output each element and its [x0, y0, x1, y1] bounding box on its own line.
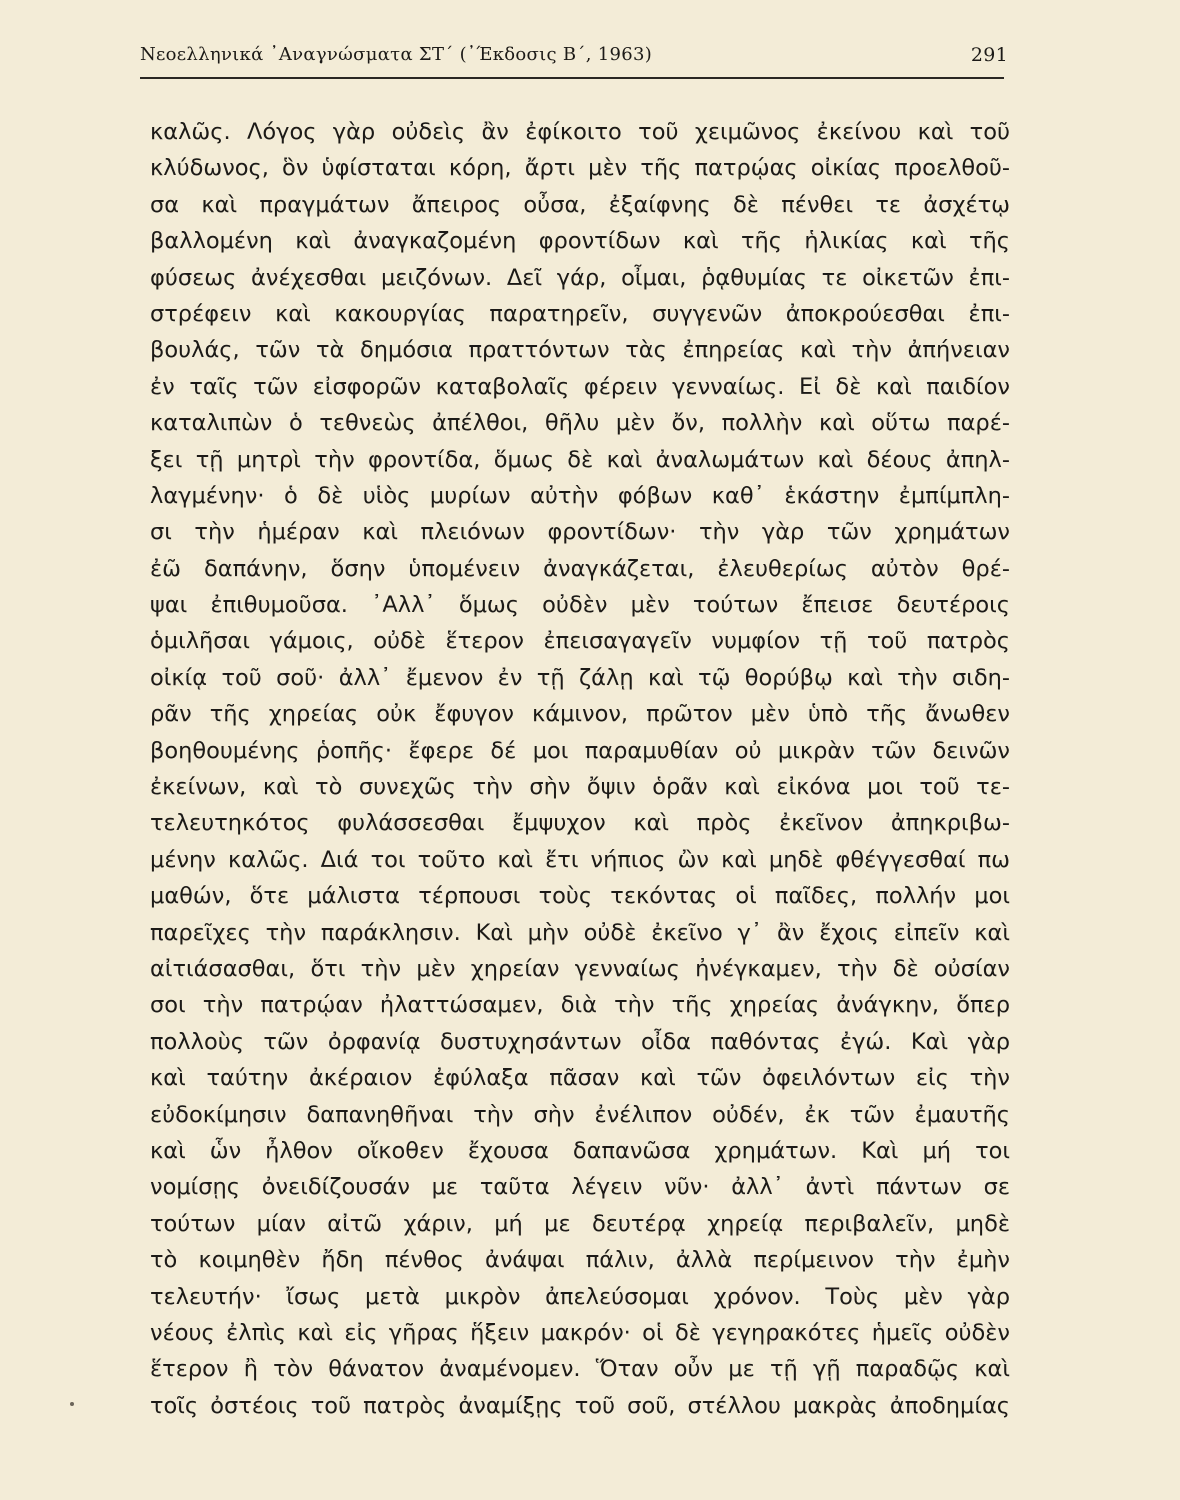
text-line: νέους ἐλπὶς καὶ εἰς γῆρας ἥξειν μακρόν· οἱ δὲ γεγηρακότες ἡμεῖς οὐδὲν — [150, 1319, 1010, 1346]
text-line: ψαι ἐπιθυμοῦσα. ᾿Αλλ᾿ ὅμως οὐδὲν μὲν τούτων ἔπεισε δευτέροις — [150, 592, 1010, 619]
text-line: σα καὶ πραγμάτων ἄπειρος οὖσα, ἐξαίφνης δὲ πένθει τε ἀσχέτῳ — [150, 191, 1010, 218]
text-line: ἐν ταῖς τῶν εἰσφορῶν καταβολαῖς φέρειν γενναίως. Εἰ δὲ καὶ παιδίον — [150, 373, 1010, 400]
header-rule — [140, 77, 1004, 79]
text-line: ἕτερον ἢ τὸν θάνατον ἀναμένομεν. Ὅταν οὖν με τῇ γῇ παραδῷς καὶ — [150, 1356, 1010, 1383]
page-number: 291 — [970, 44, 1008, 66]
text-line: εὐδοκίμησιν δαπανηθῆναι τὴν σὴν ἐνέλιπον οὐδέν, ἐκ τῶν ἐμαυτῆς — [150, 1101, 1010, 1128]
text-line: ξει τῇ μητρὶ τὴν φροντίδα, ὅμως δὲ καὶ ἀναλωμάτων καὶ δέους ἀπηλ- — [150, 446, 1010, 473]
text-line: βοηθουμένης ῥοπῆς· ἔφερε δέ μοι παραμυθίαν οὐ μικρὰν τῶν δεινῶν — [150, 737, 1010, 764]
text-line: νομίσῃς ὀνειδίζουσάν με ταῦτα λέγειν νῦν· ἀλλ᾿ ἀντὶ πάντων σε — [150, 1174, 1010, 1201]
text-line: σι τὴν ἡμέραν καὶ πλειόνων φροντίδων· τὴν γὰρ τῶν χρημάτων — [150, 519, 1010, 546]
running-header — [140, 44, 1008, 74]
text-line: καταλιπὼν ὁ τεθνεὼς ἀπέλθοι, θῆλυ μὲν ὄν, πολλὴν καὶ οὕτω παρέ- — [150, 410, 1010, 437]
header-title: Νεοελληνικά ᾿Αναγνώσματα ΣΤ΄ (᾿Έκδοσις Β΄, 1963) — [140, 44, 653, 65]
text-line: καλῶς. Λόγος γὰρ οὐδεὶς ἂν ἐφίκοιτο τοῦ χειμῶνος ἐκείνου καὶ τοῦ — [150, 119, 1010, 145]
text-line: οἰκίᾳ τοῦ σοῦ· ἀλλ᾿ ἔμενον ἐν τῇ ζάλῃ καὶ τῷ θορύβῳ καὶ τὴν σιδη- — [150, 664, 1010, 691]
text-line: ρᾶν τῆς χηρείας οὐκ ἔφυγον κάμινον, πρῶτον μὲν ὑπὸ τῆς ἄνωθεν — [150, 701, 1010, 728]
text-line: τελευτήν· ἴσως μετὰ μικρὸν ἀπελεύσομαι χρόνον. Τοὺς μὲν γὰρ — [150, 1283, 1010, 1310]
text-line: τοῖς ὀστέοις τοῦ πατρὸς ἀναμίξῃς τοῦ σοῦ, στέλλου μακρὰς ἀποδημίας — [150, 1392, 1010, 1419]
body-text — [150, 114, 1010, 1424]
text-line: καὶ ταύτην ἀκέραιον ἐφύλαξα πᾶσαν καὶ τῶν ὀφειλόντων εἰς τὴν — [150, 1065, 1010, 1092]
text-line: καὶ ὧν ἦλθον οἴκοθεν ἔχουσα δαπανῶσα χρημάτων. Καὶ μή τοι — [150, 1137, 1010, 1164]
text-line: αἰτιάσασθαι, ὅτι τὴν μὲν χηρείαν γενναίως ἠνέγκαμεν, τὴν δὲ οὐσίαν — [150, 955, 1010, 982]
paper-speck — [70, 1402, 74, 1406]
text-line: μένην καλῶς. Διά τοι τοῦτο καὶ ἔτι νήπιος ὢν καὶ μηδὲ φθέγγεσθαί πω — [150, 846, 1010, 873]
text-line: βαλλομένη καὶ ἀναγκαζομένη φροντίδων καὶ τῆς ἡλικίας καὶ τῆς — [150, 228, 1010, 255]
text-line: μαθών, ὅτε μάλιστα τέρπουσι τοὺς τεκόντας οἱ παῖδες, πολλήν μοι — [150, 883, 1010, 910]
text-line: φύσεως ἀνέχεσθαι μειζόνων. Δεῖ γάρ, οἶμαι, ῥᾳθυμίας τε οἰκετῶν ἐπι- — [150, 264, 1010, 291]
text-line: ὁμιλῆσαι γάμοις, οὐδὲ ἕτερον ἐπεισαγαγεῖν νυμφίον τῇ τοῦ πατρὸς — [150, 628, 1010, 655]
text-line: τελευτηκότος φυλάσσεσθαι ἔμψυχον καὶ πρὸς ἐκεῖνον ἀπηκριβω- — [150, 810, 1010, 837]
text-line: στρέφειν καὶ κακουργίας παρατηρεῖν, συγγενῶν ἀποκρούεσθαι ἐπι- — [150, 300, 1010, 327]
text-line: πολλοὺς τῶν ὀρφανίᾳ δυστυχησάντων οἶδα παθόντας ἐγώ. Καὶ γὰρ — [150, 1028, 1010, 1055]
text-line: τούτων μίαν αἰτῶ χάριν, μή με δευτέρᾳ χηρείᾳ περιβαλεῖν, μηδὲ — [150, 1210, 1010, 1237]
text-line: ἐῶ δαπάνην, ὅσην ὑπομένειν ἀναγκάζεται, ἐλευθερίως αὐτὸν θρέ- — [150, 555, 1010, 582]
text-line: σοι τὴν πατρῴαν ἠλαττώσαμεν, διὰ τὴν τῆς χηρείας ἀνάγκην, ὅπερ — [150, 992, 1010, 1019]
text-line: τὸ κοιμηθὲν ἤδη πένθος ἀνάψαι πάλιν, ἀλλὰ περίμεινον τὴν ἐμὴν — [150, 1247, 1010, 1274]
text-line: κλύδωνος, ὃν ὑφίσταται κόρη, ἄρτι μὲν τῆς πατρῴας οἰκίας προελθοῦ- — [150, 155, 1010, 182]
text-line: λαγμένην· ὁ δὲ υἱὸς μυρίων αὐτὴν φόβων καθ᾿ ἑκάστην ἐμπίμπλη- — [150, 482, 1010, 509]
text-line: παρεῖχες τὴν παράκλησιν. Καὶ μὴν οὐδὲ ἐκεῖνο γ᾿ ἂν ἔχοις εἰπεῖν καὶ — [150, 919, 1010, 946]
text-line: ἐκείνων, καὶ τὸ συνεχῶς τὴν σὴν ὄψιν ὁρᾶν καὶ εἰκόνα μοι τοῦ τε- — [150, 774, 1010, 801]
text-line: βουλάς, τῶν τὰ δημόσια πραττόντων τὰς ἐπηρείας καὶ τὴν ἀπήνειαν — [150, 337, 1010, 364]
